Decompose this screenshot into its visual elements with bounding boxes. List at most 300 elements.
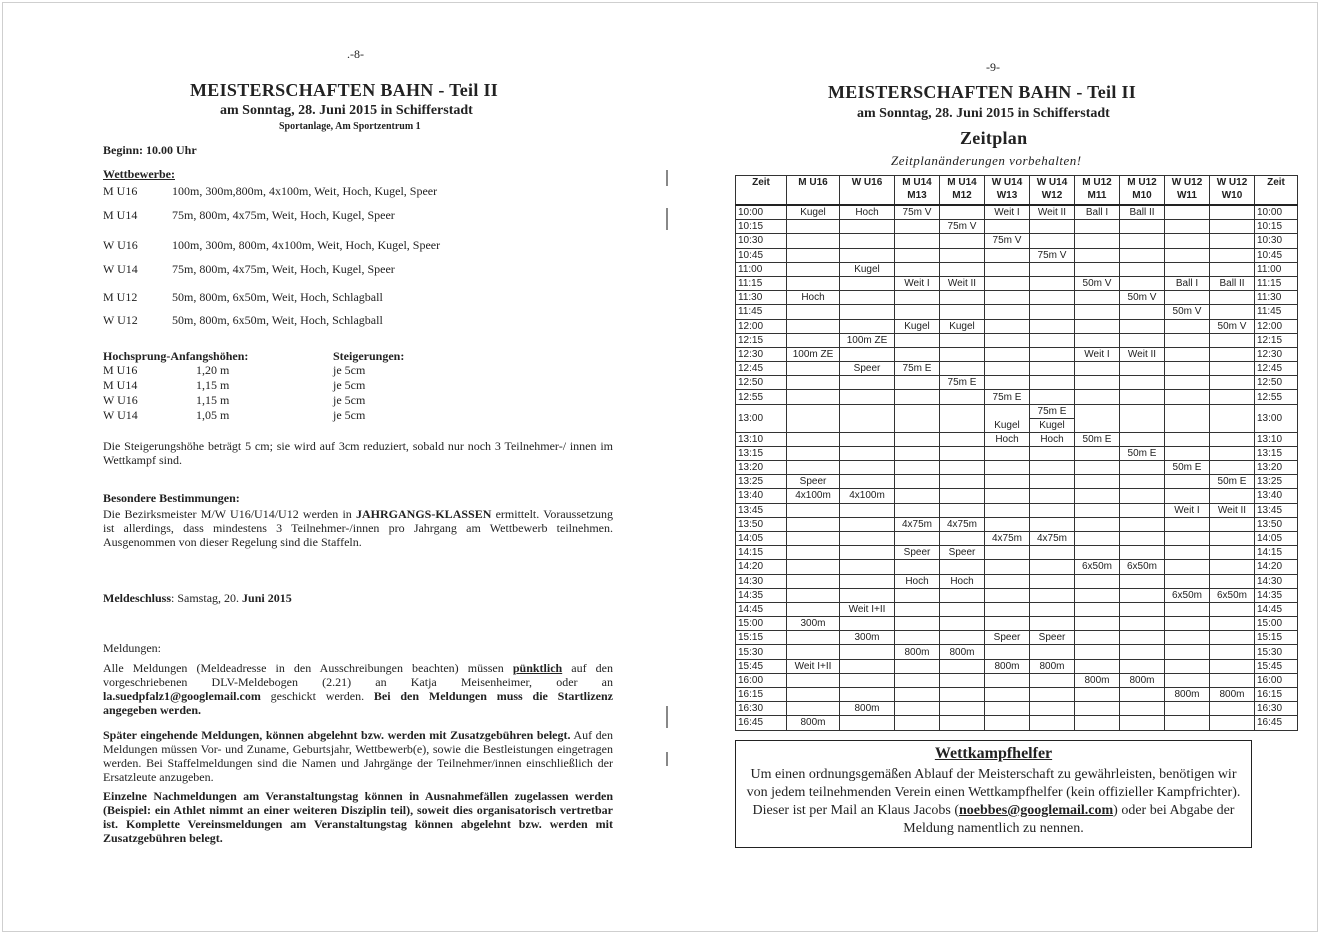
time-cell: 13:10	[736, 432, 787, 446]
event-cell: Speer	[787, 475, 840, 489]
event-cell	[1165, 489, 1210, 503]
event-cell	[1120, 234, 1165, 248]
event-cell	[1210, 333, 1255, 347]
event-cell	[840, 234, 895, 248]
event-cell	[1165, 347, 1210, 361]
event-cell	[1210, 291, 1255, 305]
time-cell: 13:00	[736, 404, 787, 432]
event-cell	[1165, 546, 1210, 560]
event-cell-bottom: Kugel	[1039, 419, 1065, 431]
table-row	[736, 333, 1298, 347]
event-cell: 6x50m	[1075, 560, 1120, 574]
event-cell: 300m	[840, 631, 895, 645]
event-cell	[1165, 205, 1210, 220]
event-cell	[1075, 461, 1120, 475]
page-subtitle: am Sonntag, 28. Juni 2015 in Schifferstadt	[857, 106, 1110, 121]
event-cell	[940, 291, 985, 305]
time-cell: 11:00	[736, 262, 787, 276]
column-header	[1165, 176, 1210, 206]
event-cell	[1120, 362, 1165, 376]
event-cell	[1165, 319, 1210, 333]
event-cell	[985, 517, 1030, 531]
table-row	[736, 291, 1298, 305]
table-row	[736, 560, 1298, 574]
table-row	[736, 276, 1298, 290]
event-cell: 50m E	[1165, 461, 1210, 475]
event-cell: 800m	[940, 645, 985, 659]
event-cell	[1165, 291, 1210, 305]
event-cell	[1120, 617, 1165, 631]
event-cell	[1165, 333, 1210, 347]
event-cell	[787, 546, 840, 560]
event-cell	[940, 688, 985, 702]
event-cell	[1075, 588, 1120, 602]
event-cell	[1120, 390, 1165, 404]
event-cell	[1075, 503, 1120, 517]
event-cell	[1210, 673, 1255, 687]
event-cell	[1210, 631, 1255, 645]
event-cell	[985, 560, 1030, 574]
event-cell	[985, 461, 1030, 475]
time-cell: 14:45	[736, 602, 787, 616]
time-cell: 12:45	[736, 362, 787, 376]
table-row	[736, 362, 1298, 376]
event-cell	[840, 390, 895, 404]
event-cell: Hoch	[787, 291, 840, 305]
event-cell	[1030, 319, 1075, 333]
time-cell: 10:30	[1255, 234, 1298, 248]
event-cell: 75m V	[985, 234, 1030, 248]
highjump-height: 1,20 m	[196, 363, 230, 377]
event-cell	[1210, 531, 1255, 545]
event-cell	[940, 716, 985, 730]
event-cell	[1030, 291, 1075, 305]
event-cell	[940, 404, 985, 432]
event-cell	[1030, 489, 1075, 503]
time-cell: 12:30	[1255, 347, 1298, 361]
event-cell	[1210, 617, 1255, 631]
event-cell	[940, 673, 985, 687]
table-row	[736, 673, 1298, 687]
event-cell	[840, 347, 895, 361]
event-cell	[1210, 376, 1255, 390]
event-cell	[895, 588, 940, 602]
page-number: .-8-	[347, 47, 364, 61]
event-cell	[1210, 234, 1255, 248]
event-cell	[1120, 503, 1165, 517]
table-row	[736, 702, 1298, 716]
event-cell	[1030, 517, 1075, 531]
time-cell: 11:30	[736, 291, 787, 305]
event-cell	[1030, 475, 1075, 489]
event-cell	[1030, 404, 1075, 432]
event-cell	[1210, 574, 1255, 588]
event-cell	[1165, 659, 1210, 673]
time-cell: 14:15	[736, 546, 787, 560]
time-cell: 11:45	[736, 305, 787, 319]
event-cell	[940, 588, 985, 602]
event-cell: 75m E	[940, 376, 985, 390]
event-cell	[1075, 475, 1120, 489]
event-cell	[895, 702, 940, 716]
time-cell: 12:50	[1255, 376, 1298, 390]
event-cell	[895, 404, 940, 432]
event-cell	[1030, 617, 1075, 631]
event-cell	[940, 602, 985, 616]
event-cell	[840, 432, 895, 446]
event-cell	[840, 588, 895, 602]
event-cell	[1120, 517, 1165, 531]
time-cell: 16:30	[736, 702, 787, 716]
event-cell	[1075, 390, 1120, 404]
event-cell	[787, 602, 840, 616]
event-cell: 6x50m	[1210, 588, 1255, 602]
helper-box	[735, 740, 1252, 848]
table-row	[736, 517, 1298, 531]
event-cell	[1120, 319, 1165, 333]
column-header	[840, 176, 895, 206]
event-cell	[840, 404, 895, 432]
event-cell	[1075, 305, 1120, 319]
event-cell: 800m	[1030, 659, 1075, 673]
time-cell: 12:15	[1255, 333, 1298, 347]
event-cell	[1165, 617, 1210, 631]
event-cell	[895, 262, 940, 276]
event-cell	[1120, 489, 1165, 503]
event-cell: Speer	[840, 362, 895, 376]
time-cell: 15:00	[736, 617, 787, 631]
event-cell	[1075, 574, 1120, 588]
table-row	[736, 546, 1298, 560]
column-header	[895, 176, 940, 206]
event-cell	[1075, 531, 1120, 545]
event-cell	[1075, 688, 1120, 702]
event-cell	[895, 461, 940, 475]
event-cell	[895, 347, 940, 361]
event-cell	[895, 673, 940, 687]
column-header-top: M U14	[902, 177, 932, 188]
column-header-bottom: M12	[952, 190, 972, 201]
event-cell	[940, 702, 985, 716]
event-cell	[1165, 574, 1210, 588]
helper-text: Um einen ordnungsgemäßen Ablauf der Meisterschaft zu gewährleisten, benötigen wir von jedem teilnehmenden Verein einen Wettkampfhelfer (kein offizieller Kampfrichter). Dieser ist per Mail an Klaus Jacobs (noebbes@googlemail.com) oder bei Abgabe der Meldung namentlich zu nennen.	[746, 767, 1241, 836]
event-cell	[895, 560, 940, 574]
event-cell	[1210, 432, 1255, 446]
time-cell: 16:15	[736, 688, 787, 702]
time-cell: 15:00	[1255, 617, 1298, 631]
time-cell: 10:45	[1255, 248, 1298, 262]
event-cell	[985, 602, 1030, 616]
column-header	[736, 176, 787, 206]
table-row	[736, 588, 1298, 602]
event-cell	[985, 276, 1030, 290]
event-cell: Ball I	[1075, 205, 1120, 220]
table-row	[736, 390, 1298, 404]
event-cell: Kugel	[895, 319, 940, 333]
event-cell	[1120, 276, 1165, 290]
competitions-heading: Wettbewerbe:	[103, 167, 175, 181]
column-header-top: M U14	[947, 177, 977, 188]
event-cell: Weit I	[895, 276, 940, 290]
event-cell	[895, 446, 940, 460]
column-header	[1030, 176, 1075, 206]
event-cell	[787, 262, 840, 276]
competition-class: W U14	[103, 262, 138, 276]
time-cell: 13:00	[1255, 404, 1298, 432]
event-cell: Kugel	[787, 205, 840, 220]
event-cell	[787, 220, 840, 234]
event-cell	[1165, 376, 1210, 390]
event-cell	[840, 446, 895, 460]
event-cell	[985, 446, 1030, 460]
event-cell	[1030, 390, 1075, 404]
event-cell	[1210, 489, 1255, 503]
entries-text: Alle Meldungen (Meldeadresse in den Ausschreibungen beachten) müssen pünktlich auf den vorgeschriebenen DLV-Meldebogen (2.21) an Katja Meisenheimer, oder an la.suedpfalz1@googlemail.com geschickt werden. Bei den Meldungen muss die Startlizenz angegeben werden.	[103, 661, 614, 717]
event-cell	[787, 631, 840, 645]
competition-events: 100m, 300m,800m, 4x100m, Weit, Hoch, Kugel, Speer	[172, 184, 438, 198]
column-header-top: M U12	[1127, 177, 1157, 188]
column-header	[1210, 176, 1255, 206]
page-title: MEISTERSCHAFTEN BAHN - Teil II	[190, 80, 499, 100]
event-cell	[1210, 716, 1255, 730]
event-cell: Weit I+II	[840, 602, 895, 616]
time-cell: 16:45	[1255, 716, 1298, 730]
event-cell	[895, 248, 940, 262]
time-cell: 14:05	[1255, 531, 1298, 545]
event-cell: 800m	[1120, 673, 1165, 687]
event-cell	[895, 333, 940, 347]
event-cell	[1165, 475, 1210, 489]
event-cell	[1120, 461, 1165, 475]
event-cell	[985, 489, 1030, 503]
event-cell	[1030, 461, 1075, 475]
event-cell	[1030, 602, 1075, 616]
time-cell: 15:15	[736, 631, 787, 645]
event-cell	[985, 305, 1030, 319]
competition-class: M U14	[103, 208, 138, 222]
event-cell: Speer	[985, 631, 1030, 645]
column-header-bottom: M11	[1087, 190, 1107, 201]
event-cell	[1120, 688, 1165, 702]
event-cell	[1210, 390, 1255, 404]
page-title: MEISTERSCHAFTEN BAHN - Teil II	[828, 82, 1137, 102]
event-cell	[940, 262, 985, 276]
event-cell	[985, 574, 1030, 588]
table-row	[736, 319, 1298, 333]
event-cell	[1120, 333, 1165, 347]
event-cell	[940, 347, 985, 361]
event-cell	[1030, 305, 1075, 319]
event-cell: 50m V	[1075, 276, 1120, 290]
event-cell	[787, 305, 840, 319]
increments-heading: Steigerungen:	[333, 349, 405, 363]
table-row	[736, 446, 1298, 460]
event-cell	[787, 517, 840, 531]
time-cell: 12:15	[736, 333, 787, 347]
event-cell: Speer	[895, 546, 940, 560]
event-cell	[1030, 376, 1075, 390]
event-cell	[787, 560, 840, 574]
event-cell	[840, 319, 895, 333]
event-cell	[1165, 390, 1210, 404]
event-cell	[787, 248, 840, 262]
event-cell	[1165, 716, 1210, 730]
event-cell	[1030, 262, 1075, 276]
event-cell	[1120, 262, 1165, 276]
table-row	[736, 659, 1298, 673]
schedule-table	[735, 175, 1298, 731]
time-cell: 12:00	[1255, 319, 1298, 333]
time-cell: 14:15	[1255, 546, 1298, 560]
event-cell	[840, 645, 895, 659]
highjump-class: W U16	[103, 393, 138, 407]
event-cell	[1030, 673, 1075, 687]
table-row	[736, 645, 1298, 659]
competition-events: 75m, 800m, 4x75m, Weit, Hoch, Kugel, Speer	[172, 208, 395, 222]
event-cell	[1030, 546, 1075, 560]
time-cell: 16:00	[736, 673, 787, 687]
time-cell: 15:30	[736, 645, 787, 659]
event-cell: 800m	[840, 702, 895, 716]
highjump-height: 1,15 m	[196, 378, 230, 392]
event-cell	[840, 546, 895, 560]
event-cell: 4x75m	[1030, 531, 1075, 545]
column-header-top: W U14	[1036, 177, 1068, 188]
highjump-class: M U14	[103, 378, 138, 392]
event-cell	[1030, 446, 1075, 460]
event-cell	[787, 319, 840, 333]
event-cell	[985, 475, 1030, 489]
event-cell	[895, 503, 940, 517]
event-cell	[985, 248, 1030, 262]
time-cell: 12:45	[1255, 362, 1298, 376]
column-header	[1075, 176, 1120, 206]
table-row	[736, 205, 1298, 220]
event-cell	[1210, 347, 1255, 361]
event-cell	[787, 446, 840, 460]
event-cell	[787, 404, 840, 432]
column-header-top: W U14	[991, 177, 1023, 188]
event-cell	[1075, 248, 1120, 262]
event-cell	[1120, 546, 1165, 560]
event-cell	[985, 362, 1030, 376]
time-cell: 13:20	[736, 461, 787, 475]
event-cell: 800m	[895, 645, 940, 659]
event-cell	[840, 305, 895, 319]
time-cell: 16:45	[736, 716, 787, 730]
event-cell: 4x100m	[840, 489, 895, 503]
event-cell: 75m V	[895, 205, 940, 220]
column-header-top: Zeit	[1267, 177, 1285, 188]
event-cell	[1210, 560, 1255, 574]
column-header-top: M U16	[798, 177, 828, 188]
event-cell: 50m E	[1075, 432, 1120, 446]
highjump-increment: je 5cm	[333, 393, 366, 407]
event-cell	[895, 688, 940, 702]
highjump-increment: je 5cm	[333, 363, 366, 377]
late-entries-rules: Einzelne Nachmeldungen am Veranstaltungstag können in Ausnahmefällen zugelassen werden (Beispiel: ein Athlet nimmt an einer weiteren Disziplin teil), soweit dies organisatorisch vertretbar ist. Komplette Vereinsmeldungen am Veranstaltungstag können abgelehnt bzw. werden mit Zusatzgebühren belegt.	[103, 789, 613, 845]
competition-events: 50m, 800m, 6x50m, Weit, Hoch, Schlagball	[172, 290, 383, 304]
event-cell	[1075, 446, 1120, 460]
event-cell	[1210, 702, 1255, 716]
late-entries-text: Später eingehende Meldungen, können abgelehnt bzw. werden mit Zusatzgebühren belegt. Auf den Meldungen müssen Vor- und Zuname, Geburtsjahr, Wettbewerb(e), sowie die Bestleistungen eingetragen werden. Bei Staffelmeldungen sind die Namen und Jahrgänge der Teilnehmer/innen einschließlich der Ersatzleute anzugeben.	[103, 728, 613, 784]
event-cell: 4x75m	[985, 531, 1030, 545]
event-cell	[940, 631, 985, 645]
column-header-bottom: W12	[1041, 190, 1063, 201]
event-cell	[1165, 404, 1210, 432]
event-cell	[840, 291, 895, 305]
event-cell	[787, 531, 840, 545]
time-cell: 14:35	[1255, 588, 1298, 602]
event-cell	[895, 489, 940, 503]
event-cell: 75m V	[1030, 248, 1075, 262]
event-cell	[1165, 234, 1210, 248]
time-cell: 13:15	[736, 446, 787, 460]
event-cell	[1165, 220, 1210, 234]
time-cell: 10:45	[736, 248, 787, 262]
event-cell	[1075, 517, 1120, 531]
event-cell	[895, 475, 940, 489]
event-cell	[985, 333, 1030, 347]
event-cell	[787, 702, 840, 716]
column-header-top: Zeit	[752, 177, 770, 188]
competition-class: W U16	[103, 238, 138, 252]
column-header-bottom: M10	[1132, 190, 1152, 201]
event-cell	[1210, 205, 1255, 220]
highjump-class: W U14	[103, 408, 138, 422]
venue: Sportanlage, Am Sportzentrum 1	[279, 121, 421, 132]
time-cell: 16:00	[1255, 673, 1298, 687]
competition-events: 100m, 300m, 800m, 4x100m, Weit, Hoch, Kugel, Speer	[172, 238, 441, 252]
event-cell	[1075, 262, 1120, 276]
event-cell: Speer	[940, 546, 985, 560]
event-cell: Weit II	[940, 276, 985, 290]
event-cell	[940, 531, 985, 545]
time-cell: 15:30	[1255, 645, 1298, 659]
table-row	[736, 503, 1298, 517]
helper-title: Wettkampfhelfer	[934, 745, 1053, 762]
event-cell	[1165, 631, 1210, 645]
event-cell	[1075, 716, 1120, 730]
table-row	[736, 432, 1298, 446]
highjump-height: 1,05 m	[196, 408, 230, 422]
schedule-title: Zeitplan	[960, 128, 1028, 148]
time-cell: 16:30	[1255, 702, 1298, 716]
event-cell	[895, 716, 940, 730]
event-cell	[985, 546, 1030, 560]
event-cell: 50m V	[1210, 319, 1255, 333]
event-cell	[1165, 432, 1210, 446]
column-header-bottom: W13	[996, 190, 1018, 201]
event-cell: 4x75m	[895, 517, 940, 531]
event-cell	[985, 617, 1030, 631]
event-cell	[840, 503, 895, 517]
event-cell: Hoch	[940, 574, 985, 588]
event-cell	[840, 574, 895, 588]
event-cell: Weit I	[1165, 503, 1210, 517]
event-cell	[1075, 702, 1120, 716]
event-cell: 50m V	[1120, 291, 1165, 305]
event-cell	[1030, 276, 1075, 290]
table-row	[736, 234, 1298, 248]
event-cell	[1030, 333, 1075, 347]
event-cell	[1120, 716, 1165, 730]
event-cell	[1210, 262, 1255, 276]
time-cell: 14:20	[736, 560, 787, 574]
event-cell	[895, 291, 940, 305]
event-cell: Kugel	[940, 319, 985, 333]
event-cell	[985, 702, 1030, 716]
